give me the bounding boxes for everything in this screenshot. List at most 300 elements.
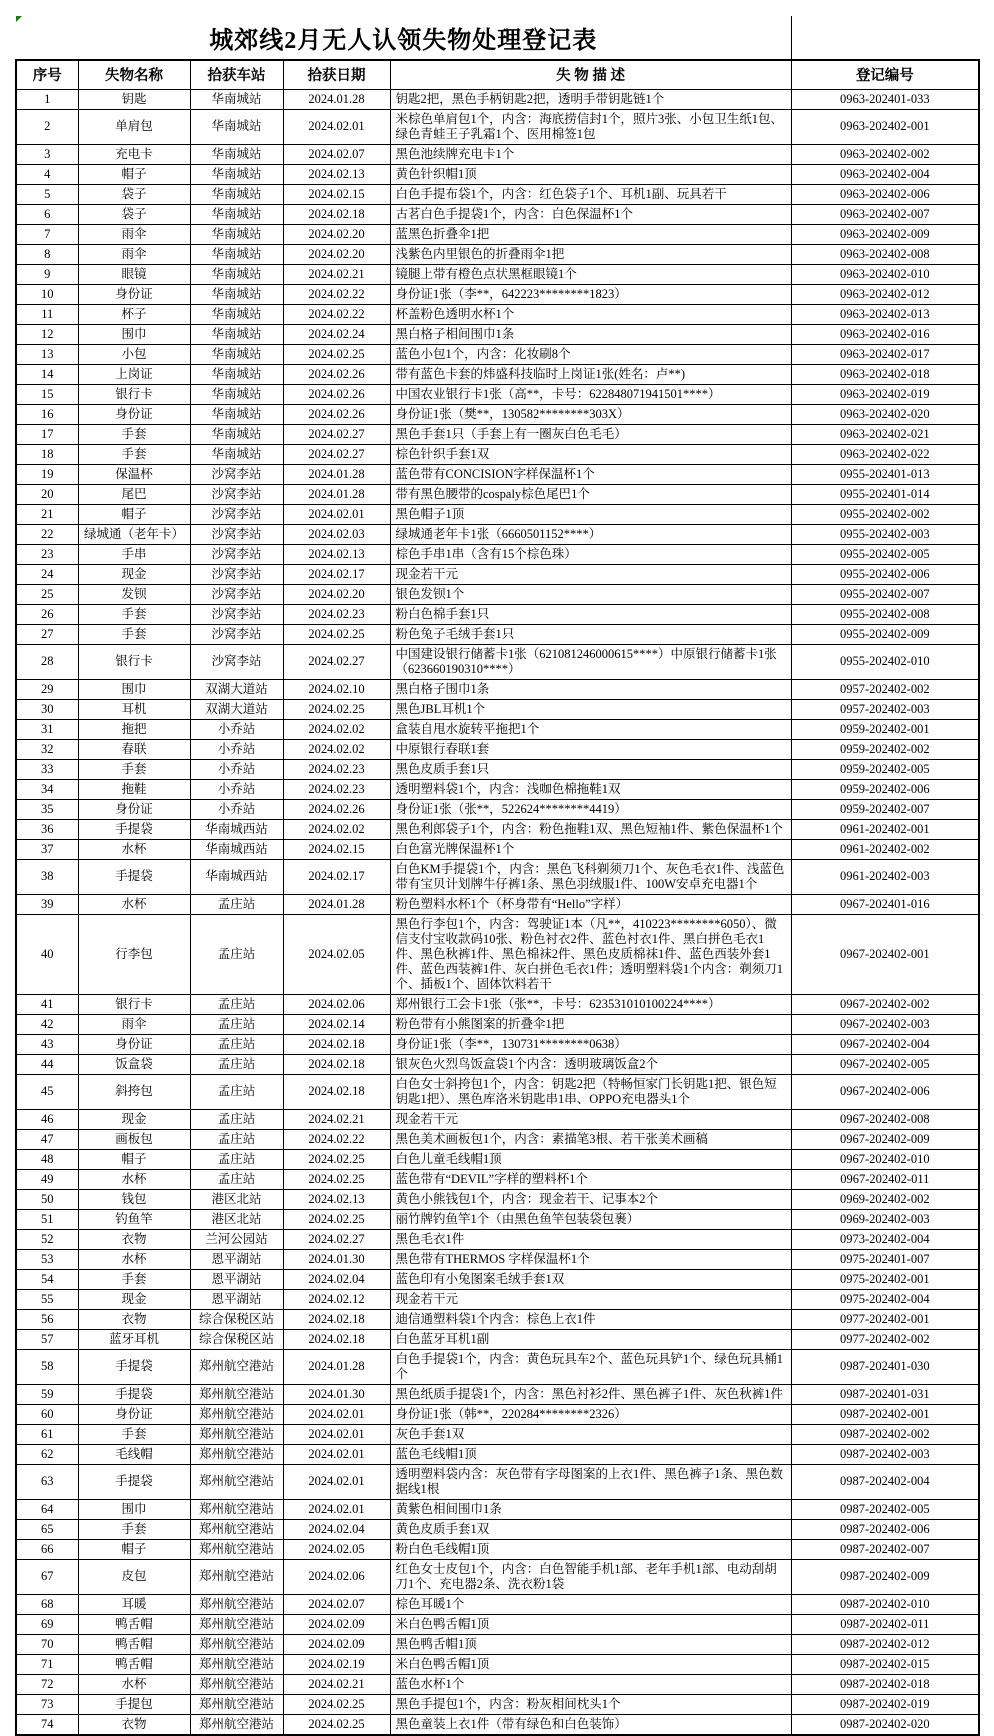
- table-row: [16, 484, 979, 504]
- cell-desc: 米棕色单肩包1个，内含：海底捞信封1个，照片3张、小包卫生纸1包、绿色青蛙王子乳霜1个、医用棉签1包: [390, 109, 791, 144]
- cell-date: 2024.02.25: [283, 344, 390, 364]
- cell-reg: 0975-202402-001: [791, 1269, 979, 1289]
- cell-date: 2024.02.22: [283, 304, 390, 324]
- table-row: [16, 739, 979, 759]
- cell-date: 2024.02.01: [283, 1464, 390, 1499]
- cell-station: 双湖大道站: [190, 699, 283, 719]
- cell-reg: 0963-202402-019: [791, 384, 979, 404]
- cell-desc: 钥匙2把，黑色手柄钥匙2把，透明手带钥匙链1个: [390, 89, 791, 109]
- cell-date: 2024.02.25: [283, 1149, 390, 1169]
- cell-station: 郑州航空港站: [190, 1614, 283, 1634]
- cell-reg: 0955-202402-002: [791, 504, 979, 524]
- cell-station: 小乔站: [190, 719, 283, 739]
- cell-reg: 0987-202402-020: [791, 1714, 979, 1735]
- cell-name: 鸭舌帽: [78, 1634, 190, 1654]
- cell-no: 26: [16, 604, 78, 624]
- cell-reg: 0987-202402-009: [791, 1559, 979, 1594]
- cell-date: 2024.02.02: [283, 739, 390, 759]
- column-header-desc: 失 物 描 述: [390, 60, 791, 89]
- cell-date: 2024.02.25: [283, 1694, 390, 1714]
- cell-desc: 蓝黑色折叠伞1把: [390, 224, 791, 244]
- cell-desc: 黑色鸭舌帽1顶: [390, 1634, 791, 1654]
- cell-desc: 黄紫色相间围巾1条: [390, 1499, 791, 1519]
- cell-name: 水杯: [78, 839, 190, 859]
- cell-desc: 绿城通老年卡1张（6660501152****）: [390, 524, 791, 544]
- cell-name: 拖鞋: [78, 779, 190, 799]
- cell-station: 沙窝李站: [190, 584, 283, 604]
- cell-no: 52: [16, 1229, 78, 1249]
- cell-reg: 0987-202402-019: [791, 1694, 979, 1714]
- cell-desc: 身份证1张（樊**，130582********303X）: [390, 404, 791, 424]
- cell-reg: 0973-202402-004: [791, 1229, 979, 1249]
- cell-no: 1: [16, 89, 78, 109]
- cell-reg: 0955-202402-010: [791, 644, 979, 679]
- cell-name: 衣物: [78, 1309, 190, 1329]
- cell-station: 小乔站: [190, 779, 283, 799]
- cell-desc: 中国建设银行储蓄卡1张（621081246000615****）中原银行储蓄卡1张（623660190310****）: [390, 644, 791, 679]
- cell-desc: 棕色手串1串（含有15个棕色珠）: [390, 544, 791, 564]
- table-row: [16, 894, 979, 914]
- cell-date: 2024.02.21: [283, 264, 390, 284]
- cell-name: 上岗证: [78, 364, 190, 384]
- table-row: [16, 1309, 979, 1329]
- table-row: [16, 1674, 979, 1694]
- cell-date: 2024.02.14: [283, 1014, 390, 1034]
- cell-no: 56: [16, 1309, 78, 1329]
- cell-no: 23: [16, 544, 78, 564]
- cell-reg: 0987-202402-018: [791, 1674, 979, 1694]
- cell-station: 兰河公园站: [190, 1229, 283, 1249]
- cell-no: 33: [16, 759, 78, 779]
- cell-name: 雨伞: [78, 244, 190, 264]
- cell-desc: 蓝色印有小兔图案毛绒手套1双: [390, 1269, 791, 1289]
- cell-name: 现金: [78, 1109, 190, 1129]
- cell-date: 2024.02.18: [283, 204, 390, 224]
- cell-station: 孟庄站: [190, 1149, 283, 1169]
- cell-station: 华南城站: [190, 324, 283, 344]
- cell-station: 华南城站: [190, 384, 283, 404]
- cell-station: 孟庄站: [190, 894, 283, 914]
- cell-date: 2024.02.21: [283, 1109, 390, 1129]
- table-row: [16, 779, 979, 799]
- cell-name: 春联: [78, 739, 190, 759]
- cell-date: 2024.02.01: [283, 504, 390, 524]
- cell-station: 华南城站: [190, 264, 283, 284]
- cell-name: 画板包: [78, 1129, 190, 1149]
- cell-no: 45: [16, 1074, 78, 1109]
- cell-station: 华南城站: [190, 89, 283, 109]
- cell-date: 2024.02.27: [283, 444, 390, 464]
- cell-name: 行李包: [78, 914, 190, 994]
- table-row: [16, 444, 979, 464]
- table-row: [16, 1559, 979, 1594]
- page-title: [16, 16, 791, 60]
- column-header-station: 拾获车站: [190, 60, 283, 89]
- cell-no: 39: [16, 894, 78, 914]
- cell-station: 华南城站: [190, 244, 283, 264]
- cell-reg: 0977-202402-002: [791, 1329, 979, 1349]
- cell-station: 沙窝李站: [190, 524, 283, 544]
- table-row: [16, 1694, 979, 1714]
- table-row: [16, 1074, 979, 1109]
- cell-desc: 现金若干元: [390, 564, 791, 584]
- cell-date: 2024.02.22: [283, 284, 390, 304]
- table-row: [16, 1129, 979, 1149]
- cell-name: 帽子: [78, 504, 190, 524]
- cell-desc: 中国农业银行卡1张（高**，卡号：622848071941501****）: [390, 384, 791, 404]
- cell-desc: 粉色兔子毛绒手套1只: [390, 624, 791, 644]
- cell-name: 身份证: [78, 284, 190, 304]
- cell-no: 41: [16, 994, 78, 1014]
- cell-desc: 盒装自甩水旋转平拖把1个: [390, 719, 791, 739]
- cell-no: 6: [16, 204, 78, 224]
- cell-desc: 身份证1张（韩**，220284********2326）: [390, 1404, 791, 1424]
- cell-no: 35: [16, 799, 78, 819]
- cell-station: 恩平湖站: [190, 1289, 283, 1309]
- cell-reg: 0963-202402-018: [791, 364, 979, 384]
- cell-name: 手套: [78, 759, 190, 779]
- cell-reg: 0963-202402-002: [791, 144, 979, 164]
- cell-station: 郑州航空港站: [190, 1694, 283, 1714]
- cell-desc: 黑色毛衣1件: [390, 1229, 791, 1249]
- cell-date: 2024.02.05: [283, 914, 390, 994]
- cell-desc: 杯盖粉色透明水杯1个: [390, 304, 791, 324]
- cell-desc: 现金若干元: [390, 1109, 791, 1129]
- cell-station: 沙窝李站: [190, 644, 283, 679]
- cell-date: 2024.02.27: [283, 644, 390, 679]
- cell-reg: 0961-202402-002: [791, 839, 979, 859]
- cell-station: 沙窝李站: [190, 564, 283, 584]
- table-row: [16, 859, 979, 894]
- cell-reg: 0977-202402-001: [791, 1309, 979, 1329]
- cell-name: 水杯: [78, 1674, 190, 1694]
- cell-name: 身份证: [78, 404, 190, 424]
- cell-name: 袋子: [78, 184, 190, 204]
- cell-no: 63: [16, 1464, 78, 1499]
- cell-date: 2024.02.26: [283, 384, 390, 404]
- cell-date: 2024.02.13: [283, 544, 390, 564]
- cell-reg: 0963-202402-016: [791, 324, 979, 344]
- cell-station: 孟庄站: [190, 914, 283, 994]
- cell-reg: 0959-202402-001: [791, 719, 979, 739]
- cell-reg: 0963-202402-008: [791, 244, 979, 264]
- cell-desc: 带有黑色腰带的cospaly棕色尾巴1个: [390, 484, 791, 504]
- table-row: [16, 504, 979, 524]
- cell-station: 华南城站: [190, 344, 283, 364]
- cell-station: 郑州航空港站: [190, 1539, 283, 1559]
- cell-reg: 0955-202402-005: [791, 544, 979, 564]
- cell-station: 孟庄站: [190, 1169, 283, 1189]
- cell-no: 57: [16, 1329, 78, 1349]
- cell-name: 雨伞: [78, 1014, 190, 1034]
- cell-name: 银行卡: [78, 644, 190, 679]
- cell-station: 孟庄站: [190, 1129, 283, 1149]
- cell-no: 49: [16, 1169, 78, 1189]
- table-row: [16, 1634, 979, 1654]
- cell-no: 3: [16, 144, 78, 164]
- cell-desc: 黑色JBL耳机1个: [390, 699, 791, 719]
- cell-name: 保温杯: [78, 464, 190, 484]
- cell-no: 9: [16, 264, 78, 284]
- table-row: [16, 144, 979, 164]
- cell-no: 25: [16, 584, 78, 604]
- cell-reg: 0963-202402-021: [791, 424, 979, 444]
- cell-desc: 白色儿童毛线帽1顶: [390, 1149, 791, 1169]
- cell-reg: 0963-202402-001: [791, 109, 979, 144]
- cell-station: 综合保税区站: [190, 1329, 283, 1349]
- cell-date: 2024.01.28: [283, 464, 390, 484]
- cell-no: 62: [16, 1444, 78, 1464]
- cell-date: 2024.02.15: [283, 184, 390, 204]
- cell-desc: 粉白色棉手套1只: [390, 604, 791, 624]
- cell-no: 14: [16, 364, 78, 384]
- cell-no: 71: [16, 1654, 78, 1674]
- cell-no: 64: [16, 1499, 78, 1519]
- table-row: [16, 1349, 979, 1384]
- cell-no: 20: [16, 484, 78, 504]
- cell-no: 15: [16, 384, 78, 404]
- cell-reg: 0987-202402-004: [791, 1464, 979, 1499]
- cell-station: 沙窝李站: [190, 464, 283, 484]
- cell-name: 斜挎包: [78, 1074, 190, 1109]
- cell-no: 11: [16, 304, 78, 324]
- cell-station: 郑州航空港站: [190, 1444, 283, 1464]
- cell-no: 51: [16, 1209, 78, 1229]
- cell-name: 蓝牙耳机: [78, 1329, 190, 1349]
- cell-reg: 0963-202402-007: [791, 204, 979, 224]
- cell-no: 47: [16, 1129, 78, 1149]
- cell-date: 2024.02.23: [283, 604, 390, 624]
- cell-station: 沙窝李站: [190, 544, 283, 564]
- cell-desc: 黑色带有THERMOS 字样保温杯1个: [390, 1249, 791, 1269]
- cell-desc: 粉色塑料水杯1个（杯身带有“Hello”字样）: [390, 894, 791, 914]
- cell-date: 2024.02.01: [283, 1424, 390, 1444]
- cell-desc: 黄色小熊钱包1个，内含：现金若干、记事本2个: [390, 1189, 791, 1209]
- table-row: [16, 1149, 979, 1169]
- cell-reg: 0987-202402-001: [791, 1404, 979, 1424]
- cell-reg: 0987-202402-012: [791, 1634, 979, 1654]
- cell-reg: 0987-202402-011: [791, 1614, 979, 1634]
- cell-desc: 银色发钡1个: [390, 584, 791, 604]
- cell-station: 郑州航空港站: [190, 1674, 283, 1694]
- cell-station: 恩平湖站: [190, 1269, 283, 1289]
- cell-station: 郑州航空港站: [190, 1464, 283, 1499]
- cell-desc: 郑州银行工会卡1张（张**，卡号：623531010100224****）: [390, 994, 791, 1014]
- table-row: [16, 264, 979, 284]
- cell-date: 2024.02.27: [283, 1229, 390, 1249]
- cell-reg: 0987-202402-010: [791, 1594, 979, 1614]
- cell-date: 2024.02.10: [283, 679, 390, 699]
- cell-date: 2024.02.01: [283, 1499, 390, 1519]
- cell-desc: 黑色皮质手套1只: [390, 759, 791, 779]
- cell-reg: 0959-202402-006: [791, 779, 979, 799]
- cell-no: 59: [16, 1384, 78, 1404]
- cell-reg: 0955-202402-006: [791, 564, 979, 584]
- title-row: [16, 16, 979, 60]
- cell-date: 2024.02.25: [283, 1209, 390, 1229]
- cell-name: 水杯: [78, 1169, 190, 1189]
- cell-no: 70: [16, 1634, 78, 1654]
- cell-desc: 黑色手套1只（手套上有一圈灰白色毛毛）: [390, 424, 791, 444]
- cell-name: 手提袋: [78, 1349, 190, 1384]
- cell-date: 2024.02.20: [283, 224, 390, 244]
- cell-reg: 0963-202401-033: [791, 89, 979, 109]
- table-row: [16, 1654, 979, 1674]
- table-row: [16, 89, 979, 109]
- cell-date: 2024.02.02: [283, 719, 390, 739]
- cell-reg: 0959-202402-005: [791, 759, 979, 779]
- cell-date: 2024.02.21: [283, 1674, 390, 1694]
- cell-date: 2024.01.28: [283, 484, 390, 504]
- cell-no: 46: [16, 1109, 78, 1129]
- cell-name: 衣物: [78, 1714, 190, 1735]
- table-row: [16, 584, 979, 604]
- header-row: [16, 60, 979, 89]
- cell-desc: 身份证1张（张**，522624********4419）: [390, 799, 791, 819]
- cell-reg: 0967-202402-001: [791, 914, 979, 994]
- cell-no: 73: [16, 1694, 78, 1714]
- cell-station: 华南城站: [190, 204, 283, 224]
- table-row: [16, 544, 979, 564]
- cell-date: 2024.02.26: [283, 799, 390, 819]
- cell-reg: 0957-202402-002: [791, 679, 979, 699]
- cell-no: 50: [16, 1189, 78, 1209]
- cell-desc: 银灰色火烈鸟饭盒袋1个内含：透明玻璃饭盒2个: [390, 1054, 791, 1074]
- cell-no: 16: [16, 404, 78, 424]
- cell-name: 围巾: [78, 679, 190, 699]
- cell-no: 17: [16, 424, 78, 444]
- cell-name: 绿城通（老年卡）: [78, 524, 190, 544]
- cell-no: 36: [16, 819, 78, 839]
- cell-name: 手提袋: [78, 1464, 190, 1499]
- cell-date: 2024.02.25: [283, 1714, 390, 1735]
- cell-station: 郑州航空港站: [190, 1559, 283, 1594]
- cell-desc: 中原银行春联1套: [390, 739, 791, 759]
- cell-no: 4: [16, 164, 78, 184]
- cell-name: 皮包: [78, 1559, 190, 1594]
- cell-reg: 0963-202402-022: [791, 444, 979, 464]
- cell-desc: 米白色鸭舌帽1顶: [390, 1654, 791, 1674]
- cell-desc: 蓝色水杯1个: [390, 1674, 791, 1694]
- table-row: [16, 1424, 979, 1444]
- cell-station: 郑州航空港站: [190, 1654, 283, 1674]
- cell-reg: 0963-202402-013: [791, 304, 979, 324]
- cell-date: 2024.02.15: [283, 839, 390, 859]
- cell-name: 手套: [78, 444, 190, 464]
- table-row: [16, 1444, 979, 1464]
- cell-station: 华南城站: [190, 364, 283, 384]
- cell-desc: 黑色利郎袋子1个，内含：粉色拖鞋1双、黑色短袖1件、紫色保温杯1个: [390, 819, 791, 839]
- table-row: [16, 1054, 979, 1074]
- cell-no: 28: [16, 644, 78, 679]
- cell-reg: 0967-202402-009: [791, 1129, 979, 1149]
- cell-station: 孟庄站: [190, 1054, 283, 1074]
- cell-date: 2024.02.20: [283, 584, 390, 604]
- cell-no: 61: [16, 1424, 78, 1444]
- cell-station: 郑州航空港站: [190, 1634, 283, 1654]
- cell-name: 杯子: [78, 304, 190, 324]
- cell-no: 7: [16, 224, 78, 244]
- cell-name: 身份证: [78, 1404, 190, 1424]
- cell-reg: 0955-202402-003: [791, 524, 979, 544]
- cell-name: 水杯: [78, 1249, 190, 1269]
- cell-reg: 0967-202402-002: [791, 994, 979, 1014]
- spreadsheet: [15, 16, 978, 1736]
- table-row: [16, 604, 979, 624]
- cell-desc: 透明塑料袋内含：灰色带有字母图案的上衣1件、黑色裤子1条、黑色数据线1根: [390, 1464, 791, 1499]
- cell-desc: 古茗白色手提袋1个，内含：白色保温杯1个: [390, 204, 791, 224]
- cell-station: 沙窝李站: [190, 504, 283, 524]
- table-row: [16, 324, 979, 344]
- cell-desc: 黑白格子相间围巾1条: [390, 324, 791, 344]
- table-row: [16, 164, 979, 184]
- cell-desc: 黑色池续牌充电卡1个: [390, 144, 791, 164]
- cell-name: 钓鱼竿: [78, 1209, 190, 1229]
- cell-no: 18: [16, 444, 78, 464]
- cell-desc: 白色蓝牙耳机1副: [390, 1329, 791, 1349]
- cell-no: 54: [16, 1269, 78, 1289]
- cell-name: 耳机: [78, 699, 190, 719]
- cell-date: 2024.02.26: [283, 404, 390, 424]
- cell-date: 2024.02.01: [283, 1404, 390, 1424]
- table-row: [16, 244, 979, 264]
- cell-reg: 0987-202402-007: [791, 1539, 979, 1559]
- cell-desc: 白色富光牌保温杯1个: [390, 839, 791, 859]
- cell-reg: 0967-202402-008: [791, 1109, 979, 1129]
- cell-date: 2024.01.28: [283, 89, 390, 109]
- cell-no: 74: [16, 1714, 78, 1735]
- cell-station: 华南城西站: [190, 819, 283, 839]
- cell-station: 港区北站: [190, 1209, 283, 1229]
- cell-station: 双湖大道站: [190, 679, 283, 699]
- cell-station: 华南城站: [190, 304, 283, 324]
- cell-no: 40: [16, 914, 78, 994]
- cell-reg: 0959-202402-002: [791, 739, 979, 759]
- cell-desc: 黄色皮质手套1双: [390, 1519, 791, 1539]
- cell-date: 2024.02.27: [283, 424, 390, 444]
- cell-desc: 现金若干元: [390, 1289, 791, 1309]
- cell-name: 帽子: [78, 164, 190, 184]
- cell-reg: 0963-202402-006: [791, 184, 979, 204]
- cell-no: 68: [16, 1594, 78, 1614]
- cell-date: 2024.02.07: [283, 144, 390, 164]
- cell-desc: 棕色耳暖1个: [390, 1594, 791, 1614]
- cell-reg: 0967-202402-006: [791, 1074, 979, 1109]
- table-row: [16, 184, 979, 204]
- table-row: [16, 839, 979, 859]
- cell-date: 2024.02.06: [283, 1559, 390, 1594]
- cell-reg: 0957-202402-003: [791, 699, 979, 719]
- table-row: [16, 109, 979, 144]
- cell-no: 24: [16, 564, 78, 584]
- cell-station: 华南城西站: [190, 859, 283, 894]
- cell-desc: 黑色行李包1个，内含：驾驶证1本（凡**，410223********6050）、微信支付宝收款码10张、粉色衬衣2件、蓝色衬衣1件、黑白拼色毛衣1件、黑色秋裤1件、黑色棉袜2件、黑色皮质棉袜1件、蓝色西装外套1件、蓝色西装裤1件、灰白拼色毛衣1件；透明塑料袋1个内含：剃须刀1个、插板1个、固体饮料若干: [390, 914, 791, 994]
- table-row: [16, 424, 979, 444]
- cell-name: 手套: [78, 424, 190, 444]
- cell-no: 38: [16, 859, 78, 894]
- cell-station: 郑州航空港站: [190, 1349, 283, 1384]
- cell-date: 2024.02.17: [283, 859, 390, 894]
- cell-reg: 0987-202402-005: [791, 1499, 979, 1519]
- cell-no: 65: [16, 1519, 78, 1539]
- cell-reg: 0955-202402-007: [791, 584, 979, 604]
- cell-station: 综合保税区站: [190, 1309, 283, 1329]
- cell-reg: 0963-202402-012: [791, 284, 979, 304]
- table-row: [16, 1404, 979, 1424]
- cell-desc: 身份证1张（李**，642223********1823）: [390, 284, 791, 304]
- cell-name: 现金: [78, 1289, 190, 1309]
- cell-desc: 迪信通塑料袋1个内含：棕色上衣1件: [390, 1309, 791, 1329]
